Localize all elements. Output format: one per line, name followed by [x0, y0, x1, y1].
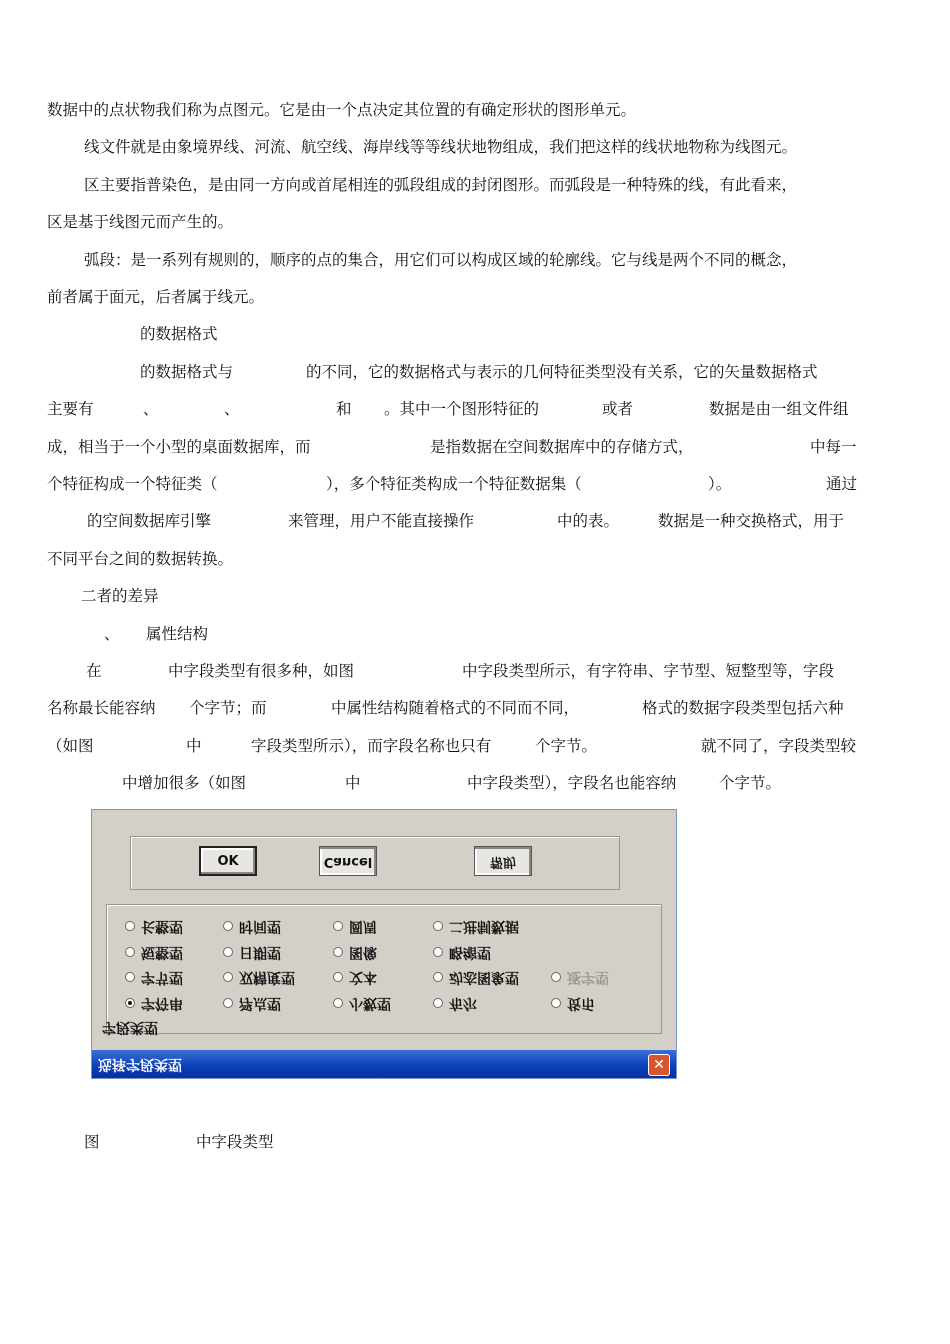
text-fragment: 字段类型所示），而字段名称也只有 — [251, 737, 492, 755]
radio-icon[interactable] — [125, 947, 135, 957]
text-fragment: 。其中一个图形特征的 — [384, 400, 540, 418]
option-label: 动态图象型 — [449, 969, 519, 985]
text-fragment: 个字节；而 — [189, 699, 267, 717]
field-type-option[interactable] — [223, 917, 281, 937]
text-fragment: 数据是一种交换格式，用于 — [658, 512, 845, 530]
option-label: 图像 — [349, 944, 377, 960]
paragraph-line: 数据中的点状物我们称为点图元。它是由一个点决定其位置的有确定形状的图形单元。 — [47, 101, 637, 119]
option-label: 布尔 — [449, 995, 477, 1011]
option-label: 字节型 — [141, 969, 183, 985]
field-type-option[interactable] — [125, 943, 183, 963]
field-type-option[interactable] — [433, 943, 491, 963]
cancel-button[interactable]: Cancel — [319, 846, 377, 876]
option-label: 货币 — [567, 995, 595, 1011]
option-label: 浮点型 — [239, 995, 281, 1011]
radio-icon[interactable] — [125, 921, 135, 931]
text-fragment: 、 — [104, 625, 120, 643]
text-fragment: 、 — [224, 400, 240, 418]
text-fragment: 、 — [143, 400, 159, 418]
radio-icon[interactable] — [125, 998, 135, 1008]
text-fragment: 的数据格式与 — [140, 363, 234, 381]
field-type-group — [106, 904, 662, 1034]
field-type-option[interactable] — [125, 917, 183, 937]
text-fragment: 二者的差异 — [81, 587, 159, 605]
text-fragment: 数据是由一组文件组 — [709, 400, 849, 418]
field-type-option[interactable] — [125, 968, 183, 988]
text-fragment: 中每一 — [810, 438, 857, 456]
paragraph-line: 线文件就是由象境界线、河流、航空线、海岸线等等线状地物组成，我们把这样的线状地物称为线图元。 — [84, 138, 798, 156]
paragraph-line: 区主要指普染色，是由同一方向或首尾相连的弧段组成的封闭图形。而弧段是一种特殊的线，有此看来， — [84, 176, 798, 194]
field-type-option[interactable] — [333, 968, 377, 988]
text-fragment: ），多个特征类构成一个特征数据集（ — [326, 475, 582, 493]
text-fragment: ）。 — [708, 475, 732, 493]
option-label: 圆周 — [349, 918, 377, 934]
text-fragment: 就不同了，字段类型较 — [701, 737, 857, 755]
field-type-option[interactable] — [433, 968, 519, 988]
field-type-option[interactable] — [223, 968, 295, 988]
text-fragment: 中增加很多（如图 — [122, 774, 247, 792]
close-icon[interactable]: ✕ — [648, 1054, 670, 1076]
radio-icon[interactable] — [223, 921, 233, 931]
text-fragment: 名称最长能容纳 — [47, 699, 156, 717]
text-fragment: 成，相当于一个小型的桌面数据库，而 — [47, 438, 311, 456]
radio-icon[interactable] — [223, 998, 233, 1008]
field-type-option[interactable] — [333, 943, 377, 963]
text-fragment: （如图 — [47, 737, 94, 755]
text-fragment: 的数据格式 — [140, 325, 218, 343]
text-fragment: 不同平台之间的数据转换。 — [47, 550, 234, 568]
dialog-titlebar — [92, 1050, 676, 1078]
text-fragment: 中 — [345, 774, 361, 792]
option-label: 文本 — [349, 969, 377, 985]
field-type-option[interactable] — [551, 994, 595, 1014]
radio-icon[interactable] — [433, 972, 443, 982]
field-type-option[interactable] — [433, 994, 477, 1014]
field-type-dialog — [91, 809, 677, 1079]
radio-icon[interactable] — [433, 921, 443, 931]
option-label: 时间型 — [239, 918, 281, 934]
text-fragment: 中 — [186, 737, 202, 755]
option-label: 长整型 — [141, 918, 183, 934]
text-fragment: 来管理，用户不能直接操作 — [288, 512, 475, 530]
text-fragment: 是指数据在空间数据库中的存储方式， — [430, 438, 694, 456]
radio-icon[interactable] — [333, 947, 343, 957]
radio-icon[interactable] — [223, 972, 233, 982]
option-label: 双精度型 — [239, 969, 295, 985]
text-fragment: 中的表。 — [557, 512, 620, 530]
radio-icon[interactable] — [551, 972, 561, 982]
field-type-option[interactable] — [333, 917, 377, 937]
radio-icon[interactable] — [333, 998, 343, 1008]
text-fragment: 和 — [336, 400, 352, 418]
radio-icon[interactable] — [551, 998, 561, 1008]
text-fragment: 中字段类型所示，有字符串、字节型、短整型等，字段 — [462, 662, 835, 680]
figure-caption-right: 中字段类型 — [196, 1133, 274, 1151]
field-type-option[interactable] — [223, 943, 281, 963]
text-fragment: 中属性结构随着格式的不同而不同， — [331, 699, 580, 717]
option-label: 小数型 — [349, 995, 391, 1011]
paragraph-line: 弧段：是一系列有规则的，顺序的点的集合，用它们可以构成区域的轮廓线。它与线是两个不同的概念， — [84, 251, 798, 269]
text-fragment: 属性结构 — [146, 625, 209, 643]
text-fragment: 主要有 — [47, 400, 94, 418]
field-type-option[interactable] — [551, 968, 609, 988]
radio-icon[interactable] — [333, 921, 343, 931]
figure-caption-left: 图 — [84, 1133, 100, 1151]
text-fragment: 在 — [86, 662, 102, 680]
option-label: 略缩型 — [449, 944, 491, 960]
text-fragment: 通过 — [826, 475, 858, 493]
field-type-option[interactable] — [333, 994, 391, 1014]
text-fragment: 或者 — [602, 400, 634, 418]
help-button[interactable]: 帮助 — [474, 846, 532, 876]
button-panel — [130, 836, 620, 890]
text-fragment: 中字段类型有很多种，如图 — [168, 662, 355, 680]
ok-button[interactable]: OK — [199, 846, 257, 876]
field-type-option[interactable] — [125, 994, 183, 1014]
field-type-option[interactable] — [223, 994, 281, 1014]
dialog-title: 选择字段类型 — [98, 1056, 182, 1072]
text-fragment: 个字节。 — [719, 774, 782, 792]
text-fragment: 中字段类型），字段名也能容纳 — [467, 774, 677, 792]
group-label: 字段类型 — [102, 1019, 158, 1035]
text-fragment: 的空间数据库引擎 — [87, 512, 212, 530]
option-label: 日期型 — [239, 944, 281, 960]
option-label: 逐字型 — [567, 969, 609, 985]
text-fragment: 个特征构成一个特征类（ — [47, 475, 218, 493]
paragraph-line: 前者属于面元，后者属于线元。 — [47, 288, 265, 306]
text-fragment: 格式的数据字段类型包括六种 — [642, 699, 844, 717]
option-label: 字符串 — [141, 995, 183, 1011]
option-label: 短整型 — [141, 944, 183, 960]
text-fragment: 个字节。 — [535, 737, 598, 755]
radio-icon[interactable] — [125, 972, 135, 982]
paragraph-line: 区是基于线图元而产生的。 — [47, 213, 234, 231]
radio-icon[interactable] — [333, 972, 343, 982]
option-label: 二进制数据 — [449, 918, 519, 934]
radio-icon[interactable] — [433, 998, 443, 1008]
text-fragment: 的不同，它的数据格式与表示的几何特征类型没有关系，它的矢量数据格式 — [306, 363, 818, 381]
field-type-option[interactable] — [433, 917, 519, 937]
radio-icon[interactable] — [433, 947, 443, 957]
radio-icon[interactable] — [223, 947, 233, 957]
